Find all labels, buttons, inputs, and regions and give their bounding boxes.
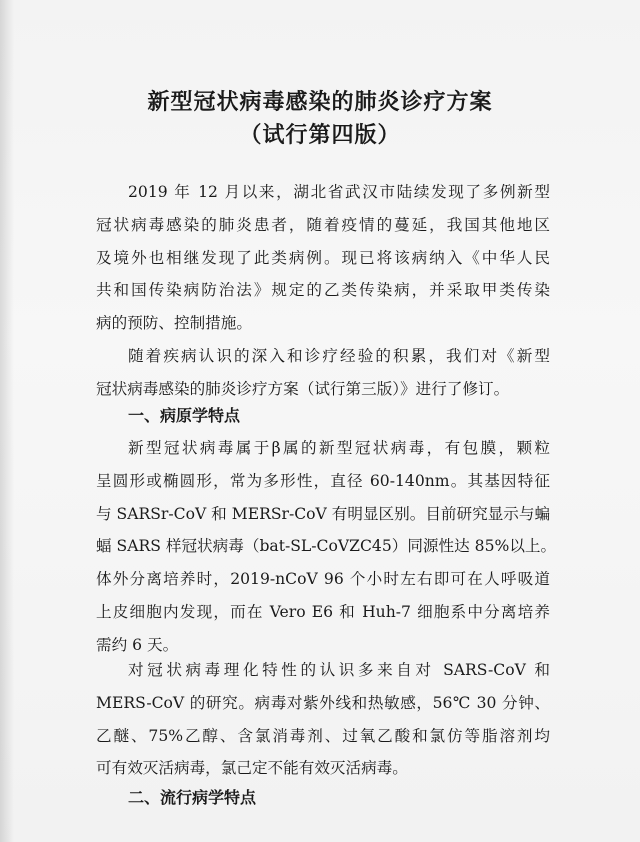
paragraph-line: 呈圆形或椭圆形，常为多形性，直径 60-140nm。其基因特征 — [96, 471, 550, 490]
paragraph-line: 新型冠状病毒属于β属的新型冠状病毒，有包膜，颗粒 — [128, 439, 550, 457]
section-heading-epidemiology: 二、流行病学特点 — [128, 788, 257, 807]
paragraph-line: 与 SARSr-CoV 和 MERSr-CoV 有明显区别。目前研究显示与蝙 — [96, 504, 551, 523]
paragraph-line: 冠状病毒感染的肺炎诊疗方案（试行第三版）》进行了修订。 — [96, 379, 510, 398]
paragraph-line: 体外分离培养时，2019-nCoV 96 个小时左右即可在人呼吸道 — [96, 570, 550, 589]
paragraph-line: 对冠状病毒理化特性的认识多来自对 SARS-CoV 和 — [128, 661, 550, 679]
paragraph-line: MERS-CoV 的研究。病毒对紫外线和热敏感，56℃ 30 分钟、 — [96, 693, 550, 712]
paragraph-line: 2019 年 12 月以来，湖北省武汉市陆续发现了多例新型 — [128, 183, 550, 201]
paragraph-line: 病的预防、控制措施。 — [96, 314, 252, 333]
intro-paragraph — [96, 176, 550, 340]
paragraph-line: 蝠 SARS 样冠状病毒（bat-SL-CoVZC45）同源性达 85%以上。 — [96, 537, 557, 556]
paragraph-line: 及境外也相继发现了此类病例。现已将该病纳入《中华人民 — [96, 248, 550, 267]
paragraph-line: 上皮细胞内发现，而在 Vero E6 和 Huh-7 细胞系中分离培养 — [96, 602, 550, 621]
document-subtitle: （试行第四版） — [239, 122, 401, 148]
physicochemical-paragraph — [96, 654, 550, 785]
paragraph-line: 乙醚、75%乙醇、含氯消毒剂、过氧乙酸和氯仿等脂溶剂均 — [96, 726, 550, 745]
paragraph-line: 需约 6 天。 — [96, 635, 179, 654]
paragraph-line: 可有效灭活病毒，氯己定不能有效灭活病毒。 — [96, 759, 408, 778]
paragraph-line: 随着疾病认识的深入和诊疗经验的积累，我们对《新型 — [128, 347, 550, 365]
document-title: 新型冠状病毒感染的肺炎诊疗方案 — [147, 89, 493, 115]
revision-paragraph — [96, 340, 550, 406]
etiology-paragraph — [96, 432, 557, 662]
paragraph-line: 冠状病毒感染的肺炎患者，随着疫情的蔓延，我国其他地区 — [96, 215, 550, 234]
paragraph-line: 共和国传染病防治法》规定的乙类传染病，并采取甲类传染 — [96, 281, 550, 300]
section-heading-etiology: 一、病原学特点 — [128, 406, 241, 425]
